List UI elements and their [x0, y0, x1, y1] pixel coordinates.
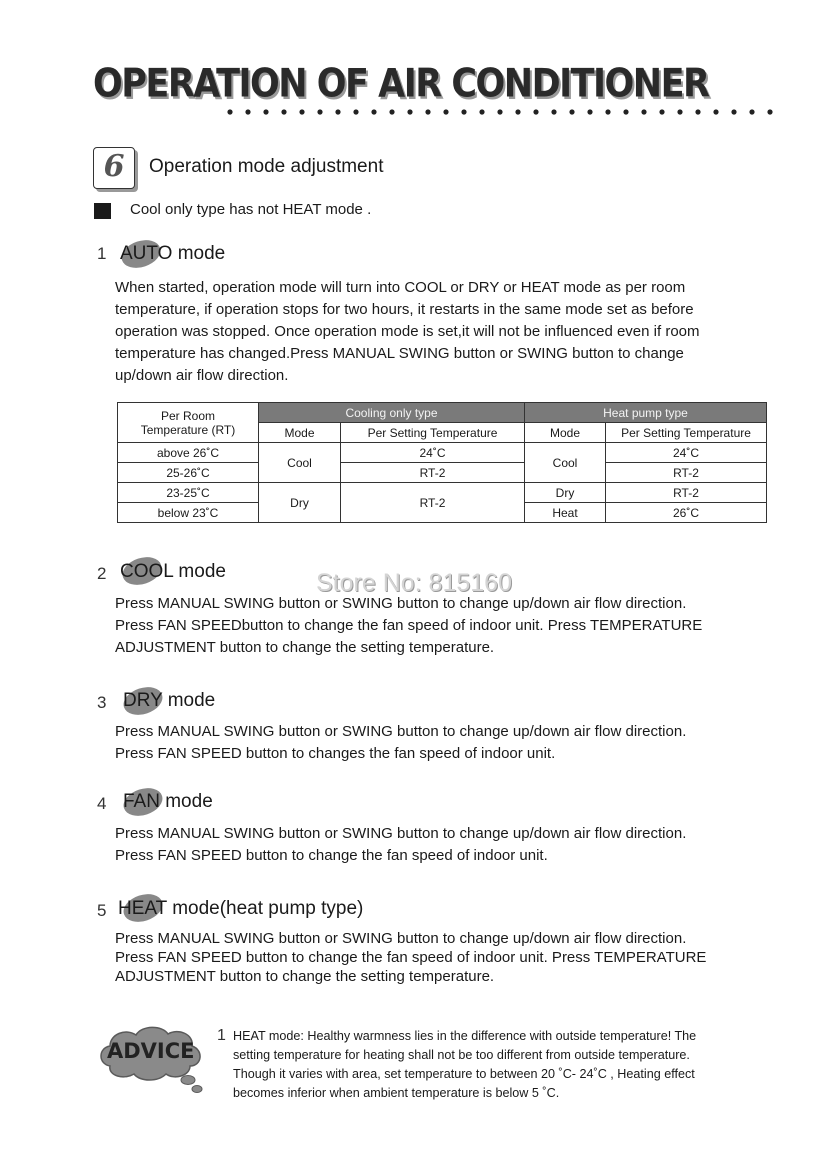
rule-dot [479, 109, 484, 114]
mode-description-auto [115, 277, 700, 387]
mode-temperature-table [117, 402, 767, 523]
text-line: operation was stopped. Once operation mode is set,it will not be influenced even if room [115, 323, 700, 340]
rule-dot [263, 109, 268, 114]
advice-text [233, 1027, 696, 1103]
rule-dot [713, 109, 718, 114]
cool-mode-cell: Cool [259, 443, 341, 483]
rule-dot [461, 109, 466, 114]
rule-dot [227, 109, 232, 114]
rule-dot [731, 109, 736, 114]
text-line: ADJUSTMENT button to change the setting temperature. [115, 968, 495, 985]
rule-dot [515, 109, 520, 114]
mode-title-auto: AUTO mode [120, 243, 226, 264]
mode-column-header: Mode [259, 423, 341, 443]
mode-description-cool [115, 593, 702, 659]
rule-dot [695, 109, 700, 114]
text-line: When started, operation mode will turn into COOL or DRY or HEAT mode as per room [115, 279, 686, 296]
mode-column-header: Mode [525, 423, 606, 443]
mode-title-cool: COOL mode [120, 561, 226, 582]
mode-description-heat [115, 929, 706, 986]
heat-setting-cell: RT-2 [606, 463, 767, 483]
text-line: up/down air flow direction. [115, 367, 289, 384]
mode-number: 1 [97, 244, 107, 263]
text-line: Press MANUAL SWING button or SWING button to change up/down air flow direction. [115, 930, 687, 947]
mode-title-heat: HEAT mode(heat pump type) [118, 898, 364, 919]
advice-number: 1 [217, 1027, 226, 1044]
section-title: Operation mode adjustment [149, 156, 384, 177]
text-line: HEAT mode: Healthy warmness lies in the difference with outside temperature! The [233, 1029, 697, 1043]
setting-column-header: Per Setting Temperature [341, 423, 525, 443]
cool-setting-cell: RT-2 [341, 463, 525, 483]
text-line: setting temperature for heating shall not be too different from outside temperature. [233, 1048, 690, 1062]
rt-cell: below 23˚C [118, 503, 259, 523]
text-line: Press MANUAL SWING button or SWING button to change up/down air flow direction. [115, 723, 687, 740]
rule-dot [659, 109, 664, 114]
section-number-badge [93, 147, 135, 189]
text-line: Press FAN SPEED button to changes the fan speed of indoor unit. [115, 745, 556, 762]
rule-dot [299, 109, 304, 114]
rt-header-line: Per Room [160, 408, 216, 423]
rule-dot [677, 109, 682, 114]
rt-header-line: Temperature (RT) [140, 422, 236, 437]
text-line: temperature has changed.Press MANUAL SWING button or SWING button to change [115, 345, 684, 362]
rule-dot [551, 109, 556, 114]
rule-dot [371, 109, 376, 114]
rule-dot [443, 109, 448, 114]
heat-setting-cell: 26˚C [606, 503, 767, 523]
rule-dot [245, 109, 250, 114]
rule-dot [425, 109, 430, 114]
rule-dot [497, 109, 502, 114]
title-dotted-rule [226, 108, 774, 116]
rule-dot [569, 109, 574, 114]
mode-number: 3 [97, 693, 107, 712]
rule-dot [335, 109, 340, 114]
rule-dot [749, 109, 754, 114]
rule-dot [767, 109, 772, 114]
heat-mode-cell: Dry [525, 483, 606, 503]
section-number: 6 [103, 149, 125, 184]
text-line: Press FAN SPEED button to change the fan speed of indoor unit. [115, 847, 548, 864]
text-line: Though it varies with area, set temperature to between 20 ˚C- 24˚C , Heating effect [233, 1067, 695, 1081]
heat-mode-cell: Cool [525, 443, 606, 483]
mode-title-dry: DRY mode [123, 690, 216, 711]
rule-dot [407, 109, 412, 114]
cool-setting-cell: 24˚C [341, 443, 525, 463]
rt-cell: 23-25˚C [118, 483, 259, 503]
text-line: temperature, if operation stops for two hours, it restarts in the same mode set as before [115, 301, 694, 318]
text-line: Press FAN SPEEDbutton to change the fan speed of indoor unit. Press TEMPERATURE [115, 617, 703, 634]
note-text: Cool only type has not HEAT mode . [130, 201, 372, 218]
rule-dot [533, 109, 538, 114]
cool-setting-cell: RT-2 [341, 483, 525, 523]
heat-pump-header: Heat pump type [525, 403, 767, 423]
mode-number: 4 [97, 794, 107, 813]
mode-title-fan: FAN mode [123, 791, 213, 812]
rule-dot [623, 109, 628, 114]
text-line: becomes inferior when ambient temperature is below 5 ˚C. [233, 1086, 560, 1100]
rule-dot [389, 109, 394, 114]
rule-dot [641, 109, 646, 114]
rule-dot [317, 109, 322, 114]
rt-header [118, 403, 259, 443]
text-line: Press MANUAL SWING button or SWING button to change up/down air flow direction. [115, 595, 687, 612]
heat-setting-cell: RT-2 [606, 483, 767, 503]
mode-number: 5 [97, 901, 107, 920]
mode-description-dry [115, 721, 686, 765]
note-bullet [94, 203, 111, 219]
page-title: OPERATION OF AIR CONDITIONER [93, 62, 709, 107]
mode-number: 2 [97, 564, 107, 583]
rt-cell: above 26˚C [118, 443, 259, 463]
rule-dot [353, 109, 358, 114]
text-line: Press MANUAL SWING button or SWING button to change up/down air flow direction. [115, 825, 687, 842]
advice-badge-label: ADVICE [107, 1039, 195, 1063]
text-line: ADJUSTMENT button to change the setting temperature. [115, 639, 495, 656]
cooling-only-header: Cooling only type [259, 403, 525, 423]
rt-cell: 25-26˚C [118, 463, 259, 483]
setting-column-header: Per Setting Temperature [606, 423, 767, 443]
cool-mode-cell: Dry [259, 483, 341, 523]
heat-mode-cell: Heat [525, 503, 606, 523]
rule-dot [587, 109, 592, 114]
heat-setting-cell: 24˚C [606, 443, 767, 463]
store-watermark: Store No: 815160 [316, 569, 512, 597]
mode-description-fan [115, 823, 686, 867]
rule-dot [605, 109, 610, 114]
rule-dot [281, 109, 286, 114]
text-line: Press FAN SPEED button to change the fan speed of indoor unit. Press TEMPERATURE [115, 949, 707, 966]
